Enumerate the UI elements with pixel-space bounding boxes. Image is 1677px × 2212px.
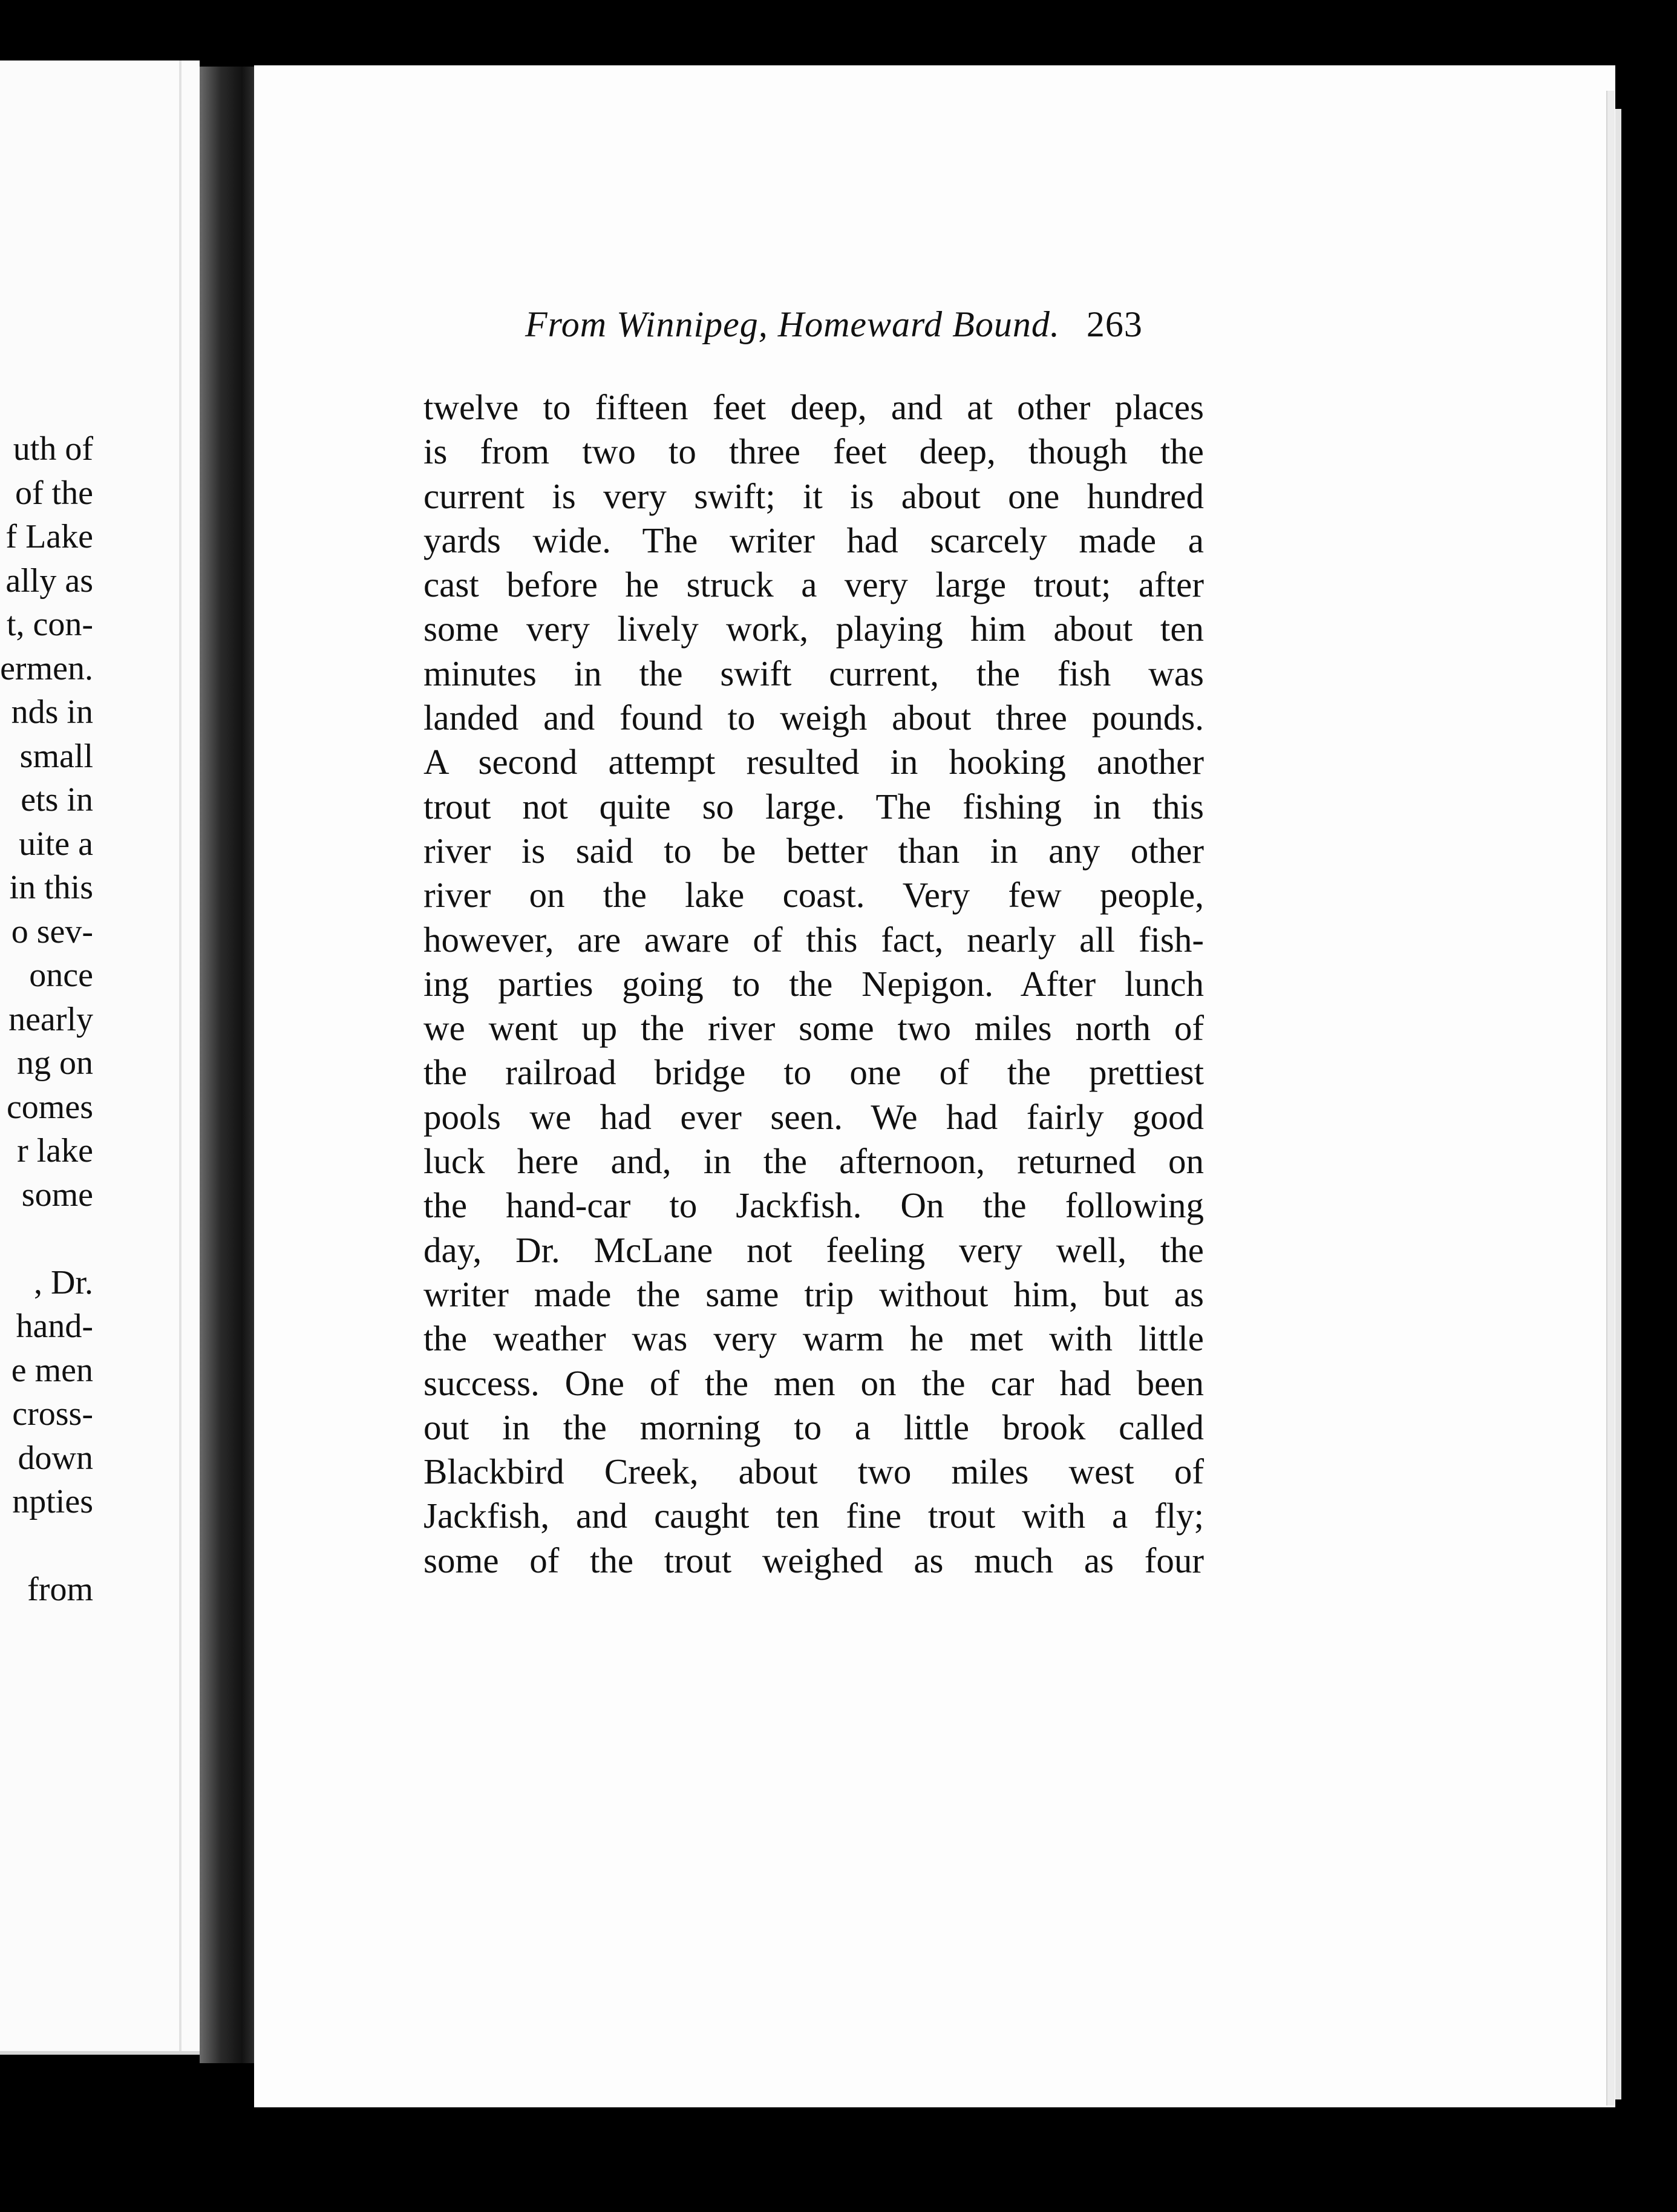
left-line: ng on <box>17 1044 93 1082</box>
left-line: in this <box>9 869 93 906</box>
text-line: luck here and, in the afternoon, returned on <box>423 1141 1204 1182</box>
left-line: f Lake <box>5 518 93 555</box>
left-line: t, con- <box>6 606 93 643</box>
left-line: ally as <box>5 561 93 600</box>
text-line: Blackbird Creek, about two miles west of <box>423 1451 1204 1492</box>
left-line: r lake <box>17 1132 93 1170</box>
text-line: landed and found to weigh about three pounds. <box>423 698 1204 738</box>
right-page-edge-back <box>1615 109 1621 2099</box>
text-line: pools we had ever seen. We had fairly good <box>423 1096 1204 1137</box>
left-line <box>0 1217 93 1261</box>
text-line: success. One of the men on the car had been <box>423 1363 1204 1403</box>
text-line: river on the lake coast. Very few people, <box>423 875 1204 915</box>
text-line: the weather was very warm he met with little <box>423 1318 1204 1359</box>
text-line: some of the trout weighed as much as four <box>423 1540 1204 1580</box>
left-page-text <box>0 427 93 1612</box>
left-line: uth of <box>13 430 93 468</box>
left-page <box>0 61 200 2055</box>
left-line: nearly <box>8 1000 93 1038</box>
text-line: out in the morning to a little brook called <box>423 1407 1204 1447</box>
text-line: however, are aware of this fact, nearly all fish- <box>423 919 1204 960</box>
left-line: from <box>27 1571 93 1608</box>
left-line: comes <box>6 1088 93 1126</box>
text-line: the railroad bridge to one of the prettiest <box>423 1052 1204 1093</box>
right-page-edge <box>1606 91 1615 2106</box>
left-page-edge <box>179 61 181 2051</box>
left-line: down <box>18 1439 93 1477</box>
left-line: o sev- <box>11 912 93 951</box>
left-line: cross- <box>12 1395 93 1433</box>
left-line: , Dr. <box>34 1263 93 1301</box>
text-line: yards wide. The writer had scarcely made a <box>423 520 1204 560</box>
text-line: current is very swift; it is about one hundred <box>423 476 1204 516</box>
left-line: once <box>29 957 93 994</box>
page-body-text <box>423 385 1204 1583</box>
text-line: Jackfish, and caught ten fine trout with a fly; <box>423 1496 1204 1536</box>
text-line: the hand-car to Jackfish. On the following <box>423 1185 1204 1226</box>
running-head-title: From Winnipeg, Homeward Bound. <box>525 304 1060 344</box>
text-line: we went up the river some two miles north of <box>423 1008 1204 1049</box>
left-line: ermen. <box>0 649 93 687</box>
text-line: trout not quite so large. The fishing in this <box>423 786 1204 826</box>
text-line: twelve to fifteen feet deep, and at other places <box>423 387 1204 427</box>
text-line: day, Dr. McLane not feeling very well, the <box>423 1229 1204 1270</box>
text-line: river is said to be better than in any other <box>423 830 1204 871</box>
left-line <box>0 1524 93 1568</box>
left-line: e men <box>11 1351 93 1389</box>
text-line: some very lively work, playing him about ten <box>423 609 1204 649</box>
left-line: npties <box>12 1483 93 1520</box>
left-line: uite a <box>19 825 93 863</box>
left-line: nds in <box>11 693 93 731</box>
left-line: ets in <box>21 781 93 819</box>
text-line: minutes in the swift current, the fish was <box>423 653 1204 693</box>
text-line: cast before he struck a very large trout; after <box>423 564 1204 605</box>
left-line: some <box>21 1176 93 1214</box>
text-line: is from two to three feet deep, though the <box>423 431 1204 472</box>
left-line: hand- <box>16 1307 93 1345</box>
book-gutter-shadow <box>200 67 260 2063</box>
left-line: of the <box>15 474 93 512</box>
text-line: A second attempt resulted in hooking another <box>423 742 1204 782</box>
text-line: ing parties going to the Nepigon. After lunch <box>423 963 1204 1004</box>
running-head <box>525 304 1143 345</box>
text-line: writer made the same trip without him, but as <box>423 1274 1204 1314</box>
page-number: 263 <box>1086 304 1143 344</box>
left-line: small <box>19 737 93 775</box>
